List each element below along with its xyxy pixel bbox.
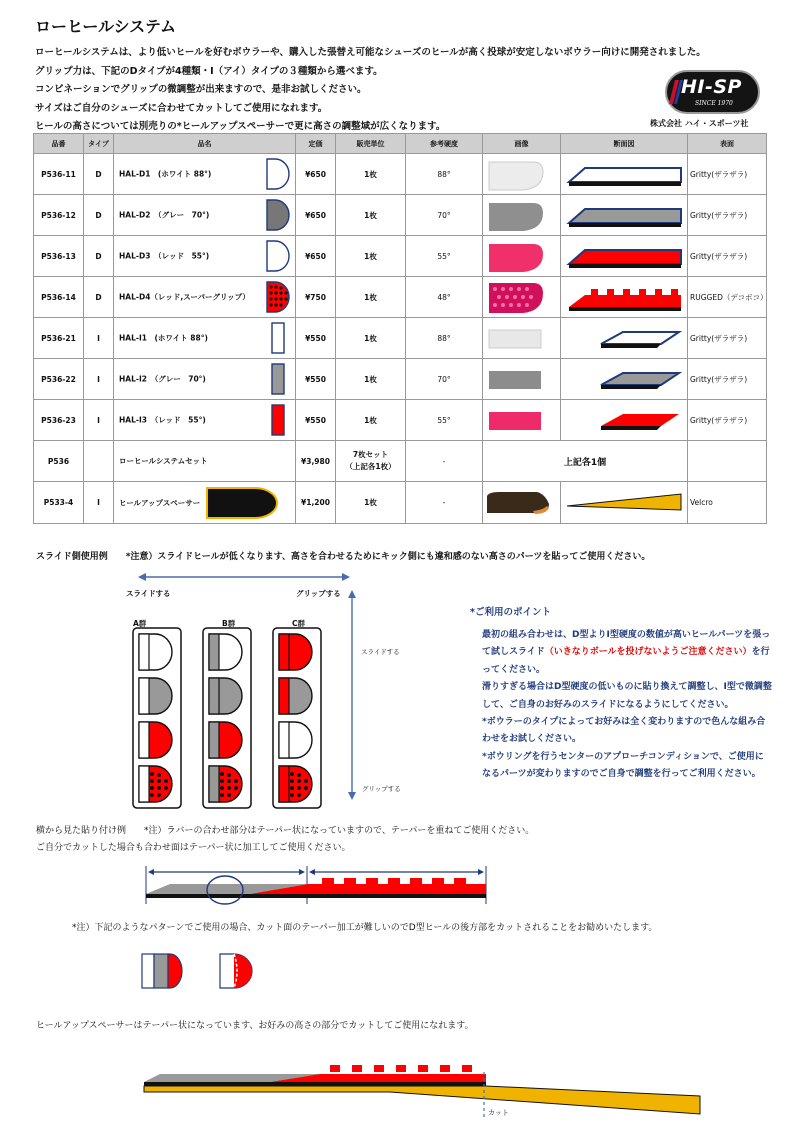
- heel-photo-white: [483, 154, 561, 195]
- product-name: HAL-D2 （グレー 70°): [119, 210, 210, 220]
- set-note-cell: 上記各1個: [483, 441, 688, 482]
- heel-d-white-icon: [265, 157, 291, 191]
- code-cell: P536-22: [34, 359, 84, 400]
- name-cell: [114, 482, 296, 524]
- type-cell: I: [84, 359, 114, 400]
- intro-text: [35, 44, 706, 137]
- hardness-cell: -: [406, 441, 483, 482]
- intro-line: ヒールの高さについては別売りの*ヒールアップスペーサーで更に高さの調整域が広くなります。: [35, 121, 446, 132]
- section-diagram: [561, 400, 688, 441]
- v-slide-label: スライドする: [361, 648, 400, 656]
- name-cell: [114, 277, 296, 318]
- hardness-cell: 70°: [406, 359, 483, 400]
- surface-cell: Velcro: [688, 482, 767, 524]
- price-cell: ¥550: [296, 318, 336, 359]
- section-diagram: [561, 195, 688, 236]
- type-cell: [84, 441, 114, 482]
- type-cell: I: [84, 482, 114, 524]
- spacer-note: ヒールアップスペーサーはテーパー状になっています、お好みの高さの部分でカットしてご使用になれます。: [36, 1021, 474, 1031]
- code-cell: P536: [34, 441, 84, 482]
- type-cell: D: [84, 154, 114, 195]
- surface-cell: Gritty(ザラザラ): [688, 359, 767, 400]
- unit-cell: 1枚: [336, 277, 406, 318]
- heel-d-red-icon: [265, 239, 291, 273]
- section-cell: [561, 359, 688, 400]
- arrow-grip-label: グリップする: [296, 589, 341, 598]
- header-cell: 品名: [114, 134, 296, 154]
- heel-photo-red-i: [483, 400, 561, 441]
- intro-line: コンビネーションでグリップの微調整が出来ますので、是非お試しください。: [35, 84, 367, 95]
- v-grip-label: グリップする: [362, 785, 401, 793]
- section-cell: [561, 277, 688, 318]
- header-cell: 参考硬度: [406, 134, 483, 154]
- spacer-icon: [205, 486, 281, 520]
- intro-line: グリップ力は、下記のDタイプが4種類・I（アイ）タイプの３種類から選べます。: [35, 65, 383, 77]
- name-cell: [114, 400, 296, 441]
- table-row: [34, 318, 767, 359]
- product-name: HAL-I3 （レッド 55°): [119, 415, 206, 425]
- surface-cell: [688, 441, 767, 482]
- hardness-cell: 55°: [406, 236, 483, 277]
- table-row: [34, 236, 767, 277]
- type-cell: D: [84, 195, 114, 236]
- type-cell: D: [84, 277, 114, 318]
- image-cell: [483, 318, 561, 359]
- heel-i-red-icon: [265, 403, 291, 437]
- product-name: HAL-D3 （レッド 55°): [119, 251, 210, 261]
- section-cell: [561, 154, 688, 195]
- slide-usage-title: スライド側使用例 *注意）スライドヒールが低くなります、高さを合わせるためにキック側にも違和感のない高さのパーツを貼ってご使用ください。: [36, 552, 651, 562]
- group-a-label: A群: [133, 619, 147, 628]
- unit-cell: 1枚: [336, 154, 406, 195]
- side-view-note-1: 横から見た貼り付け例 *注）ラバーの合わせ部分はテーパー状になっていますので、テーパーを重ねてご使用ください。: [36, 826, 535, 836]
- table-row: [34, 154, 767, 195]
- hardness-cell: -: [406, 482, 483, 524]
- section-diagram-rugged: [561, 277, 688, 318]
- hardness-cell: 70°: [406, 195, 483, 236]
- name-cell: [114, 195, 296, 236]
- heel-d-red-dots-icon: [265, 280, 291, 314]
- price-cell: ¥1,200: [296, 482, 336, 524]
- intro-line: サイズはご自分のシューズに合わせてカットしてご使用になれます。: [35, 102, 328, 114]
- point-paragraph: 最初の組み合わせは、D型よりI型硬度の数値が高いヒールパーツを張って試しスライド（いきなりボールを投げないようご注意ください）を行ってください。: [482, 630, 771, 675]
- product-name: HAL-I2 （グレー 70°): [119, 374, 206, 384]
- price-cell: ¥550: [296, 359, 336, 400]
- code-cell: P536-14: [34, 277, 84, 318]
- cut-pattern-diagram: [140, 950, 270, 995]
- price-cell: ¥650: [296, 236, 336, 277]
- image-cell: [483, 359, 561, 400]
- heel-i-grey-icon: [265, 362, 291, 396]
- hardness-cell: 55°: [406, 400, 483, 441]
- image-cell: [483, 195, 561, 236]
- logo-text: HI-SP: [681, 76, 742, 98]
- type-cell: I: [84, 318, 114, 359]
- side-view-note-2: ご自分でカットした場合も合わせ面はテーパー状に加工してご使用ください。: [36, 843, 351, 853]
- hisp-logo: [665, 70, 760, 114]
- image-cell: [483, 277, 561, 318]
- heel-photo-red-rugged: [483, 277, 561, 318]
- section-cell: [561, 318, 688, 359]
- intro-line: ローヒールシステムは、より低いヒールを好むボウラーや、購入した張替え可能なシューズのヒールが高く投球が安定しないボウラー向けに開発されました。: [35, 47, 706, 58]
- arrow-slide-label: スライドする: [126, 589, 171, 598]
- name-cell: [114, 318, 296, 359]
- unit-cell: 1枚: [336, 195, 406, 236]
- point-paragraph: *ボウラーのタイプによってお好みは全く変わりますので色んな組み合わせをお試しください。: [482, 717, 766, 745]
- heel-d-grey-icon: [265, 198, 291, 232]
- product-name: HAL-I1 (ホワイト 88°): [119, 333, 208, 343]
- header-cell: 画像: [483, 134, 561, 154]
- logo-since: SINCE 1970: [695, 100, 733, 107]
- group-c-label: C群: [292, 619, 306, 628]
- unit-cell: 1枚: [336, 318, 406, 359]
- table-row: [34, 195, 767, 236]
- heel-photo-red: [483, 236, 561, 277]
- heel-photo-white-i: [483, 318, 561, 359]
- spacer-photo: [483, 482, 561, 523]
- price-cell: ¥750: [296, 277, 336, 318]
- page-title: ローヒールシステム: [35, 17, 177, 36]
- product-name: ローヒールシステムセット: [119, 456, 208, 466]
- spacer-section: [561, 482, 688, 523]
- heel-photo-grey: [483, 195, 561, 236]
- header-cell: 断面図: [561, 134, 688, 154]
- point-body: [482, 627, 772, 784]
- name-cell: [114, 359, 296, 400]
- unit-cell: 1枚: [336, 482, 406, 524]
- section-diagram: [561, 359, 688, 400]
- point-paragraph: 滑りすぎる場合はD型硬度の低いものに貼り換えて調整し、I型で微調整して、ご自身のお好みのスライドになるようにしてください。: [482, 682, 772, 710]
- section-diagram: [561, 236, 688, 277]
- unit-cell: 1枚: [336, 400, 406, 441]
- price-cell: ¥550: [296, 400, 336, 441]
- table-row-spacer: [34, 482, 767, 524]
- name-cell: [114, 441, 296, 482]
- hardness-cell: 88°: [406, 318, 483, 359]
- combination-diagram: [120, 570, 380, 820]
- code-cell: P536-21: [34, 318, 84, 359]
- image-cell: [483, 236, 561, 277]
- image-cell: [483, 400, 561, 441]
- header-cell: 表面: [688, 134, 767, 154]
- header-cell: タイプ: [84, 134, 114, 154]
- point-heading: *ご利用のポイント: [470, 607, 551, 618]
- section-cell: [561, 236, 688, 277]
- product-name: ヒールアップスペーサー: [119, 498, 201, 507]
- surface-cell: Gritty(ザラザラ): [688, 318, 767, 359]
- section-cell: [561, 482, 688, 524]
- code-cell: P536-13: [34, 236, 84, 277]
- section-cell: [561, 195, 688, 236]
- code-cell: P536-23: [34, 400, 84, 441]
- product-table: [33, 133, 767, 524]
- spacer-cut-diagram: [140, 1052, 720, 1122]
- table-row: [34, 400, 767, 441]
- code-cell: P533-4: [34, 482, 84, 524]
- hardness-cell: 48°: [406, 277, 483, 318]
- type-cell: D: [84, 236, 114, 277]
- heel-i-white-icon: [265, 321, 291, 355]
- surface-cell: Gritty(ザラザラ): [688, 195, 767, 236]
- company-name: 株式会社 ハイ・スポーツ社: [650, 119, 749, 128]
- surface-cell: Gritty(ザラザラ): [688, 236, 767, 277]
- product-name: HAL-D1 (ホワイト 88°): [119, 169, 212, 179]
- price-cell: ¥650: [296, 195, 336, 236]
- surface-cell: Gritty(ザラザラ): [688, 400, 767, 441]
- name-cell: [114, 154, 296, 195]
- price-cell: ¥650: [296, 154, 336, 195]
- heel-photo-grey-i: [483, 359, 561, 400]
- name-cell: [114, 236, 296, 277]
- price-cell: ¥3,980: [296, 441, 336, 482]
- image-cell: [483, 482, 561, 524]
- image-cell: [483, 154, 561, 195]
- section-diagram: [561, 318, 688, 359]
- section-diagram: [561, 154, 688, 195]
- section-cell: [561, 400, 688, 441]
- header-cell: 販売単位: [336, 134, 406, 154]
- table-row-set: [34, 441, 767, 482]
- cut-label: カット: [488, 1109, 509, 1117]
- table-row: [34, 277, 767, 318]
- surface-cell: RUGGED（デコボコ）: [688, 277, 767, 318]
- header-cell: 定価: [296, 134, 336, 154]
- unit-cell: 7枚セット （上記各1枚）: [336, 441, 406, 482]
- code-cell: P536-11: [34, 154, 84, 195]
- product-name: HAL-D4（レッド,スーパーグリップ）: [119, 292, 250, 302]
- unit-cell: 1枚: [336, 359, 406, 400]
- table-header-row: [34, 134, 767, 154]
- pattern-note: *注）下記のようなパターンでご使用の場合、カット面のテーパー加工が難しいのでD型ヒールの後方部をカットされることをお勧めいたします。: [72, 923, 658, 933]
- table-row: [34, 359, 767, 400]
- surface-cell: Gritty(ザラザラ): [688, 154, 767, 195]
- header-cell: 品番: [34, 134, 84, 154]
- point-paragraph: *ボウリングを行うセンターのアプローチコンディションで、ご使用になるパーツが変わりますのでご自身で調整を行ってご利用ください。: [482, 751, 764, 780]
- side-view-diagram: [130, 860, 500, 910]
- type-cell: I: [84, 400, 114, 441]
- hardness-cell: 88°: [406, 154, 483, 195]
- code-cell: P536-12: [34, 195, 84, 236]
- unit-cell: 1枚: [336, 236, 406, 277]
- group-b-label: B群: [222, 619, 236, 628]
